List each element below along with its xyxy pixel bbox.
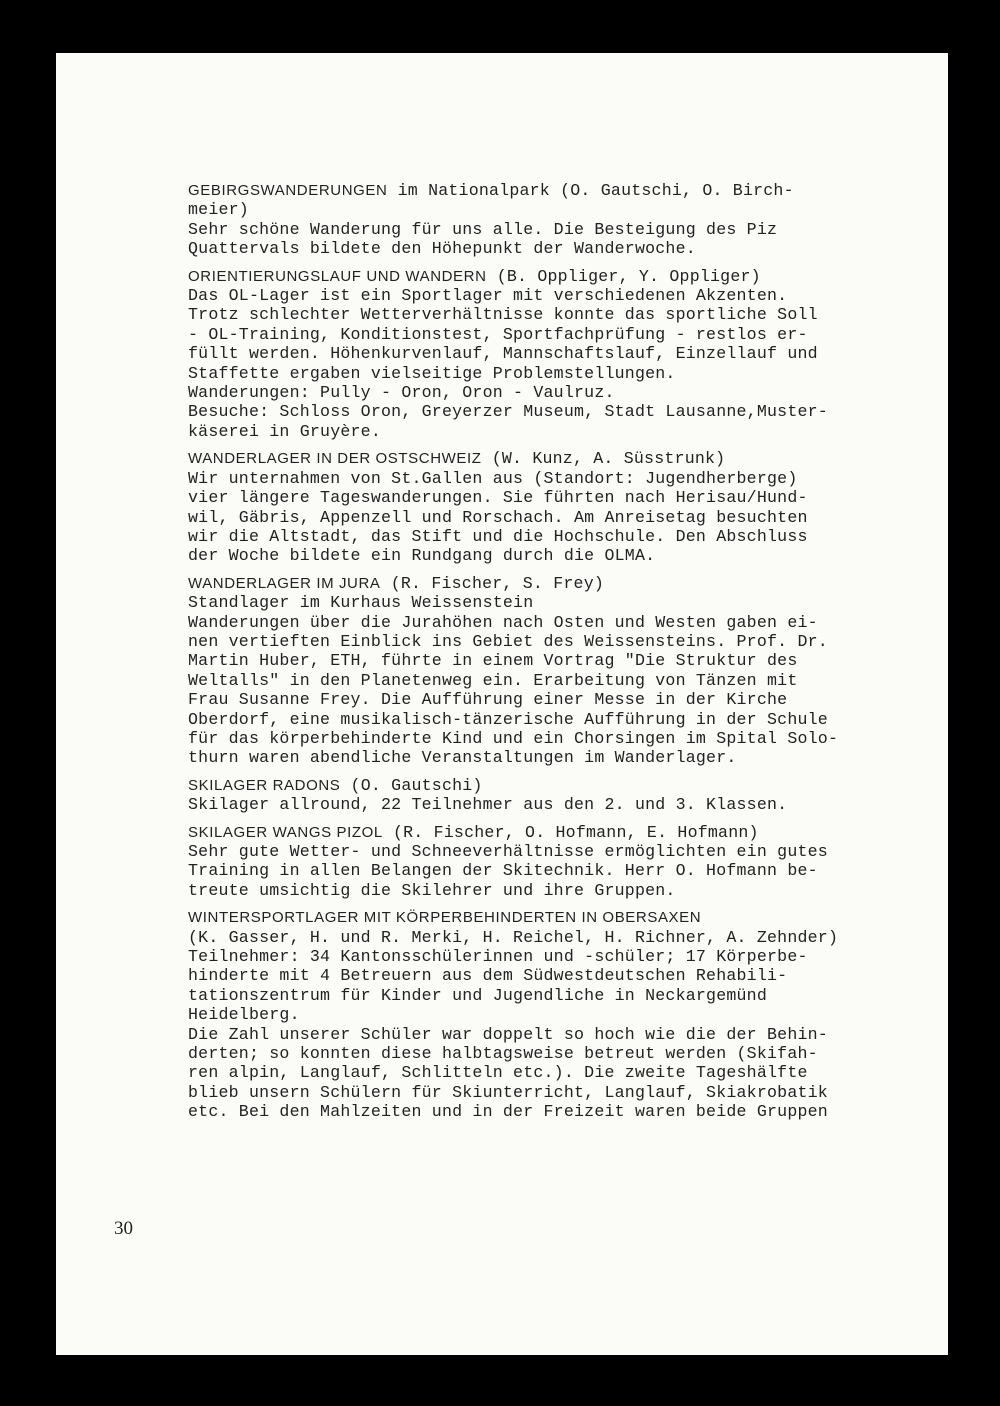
text-line: ren alpin, Langlauf, Schlitteln etc.). Die zweite Tageshälfte: [188, 1063, 808, 1083]
text-line: Oberdorf, eine musikalisch-tänzerische Aufführung in der Schule: [188, 709, 828, 729]
section-heading: SKILAGER WANGS PIZOL: [188, 823, 383, 841]
text-line: hinderte mit 4 Betreuern aus dem Südwestdeutschen Rehabili-: [188, 966, 788, 986]
section-heading-row: [188, 823, 928, 842]
text-line: nen vertieften Einblick ins Gebiet des Weissensteins. Prof. Dr.: [188, 631, 828, 651]
section-heading-row: [188, 574, 928, 593]
text-line: Martin Huber, ETH, führte in einem Vortrag "Die Struktur des: [188, 651, 798, 671]
section-heading: WINTERSPORTLAGER MIT KÖRPERBEHINDERTEN IN OBERSAXEN: [188, 909, 702, 927]
text-line: derten; so konnten diese halbtagsweise betreut werden (Skifah-: [188, 1044, 818, 1064]
section-heading-row: [188, 267, 928, 286]
text-line: Sehr schöne Wanderung für uns alle. Die Besteigung des Piz: [188, 219, 778, 239]
section-wanderlager-ostschweiz: [188, 449, 928, 565]
section-heading-row: [188, 908, 928, 927]
text-line: vier längere Tageswanderungen. Sie führten nach Herisau/Hund-: [188, 488, 808, 508]
section-wintersportlager-obersaxen: [188, 908, 928, 1121]
text-line: Die Zahl unserer Schüler war doppelt so hoch wie die der Behin-: [188, 1024, 828, 1044]
text-line: Staffette ergaben vielseitige Problemstellungen.: [188, 363, 676, 383]
text-line: Das OL-Lager ist ein Sportlager mit verschiedenen Akzenten.: [188, 286, 788, 306]
section-heading-row: [188, 776, 928, 795]
section-heading: WANDERLAGER IM JURA: [188, 574, 381, 592]
section-heading-detail: (O. Gautschi): [340, 775, 483, 795]
text-line: meier): [188, 200, 249, 220]
text-line: käserei in Gruyère.: [188, 421, 381, 441]
text-line: - OL-Training, Konditionstest, Sportfachprüfung - restlos er-: [188, 324, 808, 344]
text-line: Standlager im Kurhaus Weissenstein: [188, 593, 534, 613]
section-heading-detail: im Nationalpark (O. Gautschi, O. Birch-: [387, 181, 794, 200]
text-line: Weltalls" in den Planetenweg ein. Erarbeitung von Tänzen mit: [188, 670, 798, 690]
section-heading-detail: (W. Kunz, A. Süsstrunk): [481, 449, 726, 469]
text-line: tationszentrum für Kinder und Jugendliche in Neckargemünd: [188, 985, 767, 1005]
text-line: Quattervals bildete den Höhepunkt der Wanderwoche.: [188, 239, 696, 259]
text-line: Skilager allround, 22 Teilnehmer aus den 2. und 3. Klassen.: [188, 795, 788, 815]
text-line: etc. Bei den Mahlzeiten und in der Freizeit waren beide Gruppen: [188, 1102, 828, 1122]
text-line: Trotz schlechter Wetterverhältnisse konnte das sportliche Soll: [188, 305, 818, 325]
text-line: Frau Susanne Frey. Die Aufführung einer Messe in der Kirche: [188, 690, 788, 710]
section-heading-row: [188, 181, 928, 200]
text-line: Teilnehmer: 34 Kantonsschülerinnen und -schüler; 17 Körperbe-: [188, 947, 808, 967]
text-line: Wanderungen: Pully - Oron, Oron - Vaulruz.: [188, 383, 615, 403]
text-line: blieb unsern Schülern für Skiunterricht, Langlauf, Skiakrobatik: [188, 1082, 828, 1102]
text-line: thurn waren abendliche Veranstaltungen im Wanderlager.: [188, 748, 737, 768]
section-skilager-wangs-pizol: [188, 823, 928, 901]
text-line: (K. Gasser, H. und R. Merki, H. Reichel, H. Richner, A. Zehnder): [188, 927, 839, 947]
section-orientierungslauf: [188, 267, 928, 442]
text-line: Training in allen Belangen der Skitechnik. Herr O. Hofmann be-: [188, 861, 818, 881]
text-line: Wir unternahmen von St.Gallen aus (Standort: Jugendherberge): [188, 468, 798, 488]
document-page: [56, 53, 948, 1355]
text-line: Sehr gute Wetter- und Schneeverhältnisse ermöglichten ein gutes: [188, 842, 828, 861]
section-heading-detail: (R. Fischer, S. Frey): [380, 573, 605, 593]
text-line: treute umsichtig die Skilehrer und ihre Gruppen.: [188, 880, 676, 900]
section-heading: ORIENTIERUNGSLAUF UND WANDERN: [188, 267, 487, 285]
section-gebirgswanderungen: [188, 181, 928, 259]
text-line: Wanderungen über die Jurahöhen nach Osten und Westen gaben ei-: [188, 612, 818, 632]
page-number: 30: [114, 1218, 133, 1239]
text-line: der Woche bildete ein Rundgang durch die OLMA.: [188, 546, 656, 566]
text-line: wir die Altstadt, das Stift und die Hochschule. Den Abschluss: [188, 526, 808, 546]
section-heading-row: [188, 449, 928, 468]
section-heading-detail: (B. Oppliger, Y. Oppliger): [486, 266, 761, 286]
section-heading-detail: (R. Fischer, O. Hofmann, E. Hofmann): [382, 822, 759, 842]
section-heading: WANDERLAGER IN DER OSTSCHWEIZ: [188, 450, 482, 468]
section-heading: SKILAGER RADONS: [188, 776, 341, 794]
text-line: Besuche: Schloss Oron, Greyerzer Museum, Stadt Lausanne,Muster-: [188, 402, 828, 422]
text-line: für das körperbehinderte Kind und ein Chorsingen im Spital Solo-: [188, 728, 839, 748]
page-content: [188, 181, 928, 1130]
text-line: wil, Gäbris, Appenzell und Rorschach. Am Anreisetag besuchten: [188, 507, 808, 527]
text-line: Heidelberg.: [188, 1005, 300, 1025]
section-wanderlager-jura: [188, 574, 928, 768]
section-heading: GEBIRGSWANDERUNGEN: [188, 182, 388, 199]
section-skilager-radons: [188, 776, 928, 815]
text-line: füllt werden. Höhenkurvenlauf, Mannschaftslauf, Einzellauf und: [188, 344, 818, 364]
